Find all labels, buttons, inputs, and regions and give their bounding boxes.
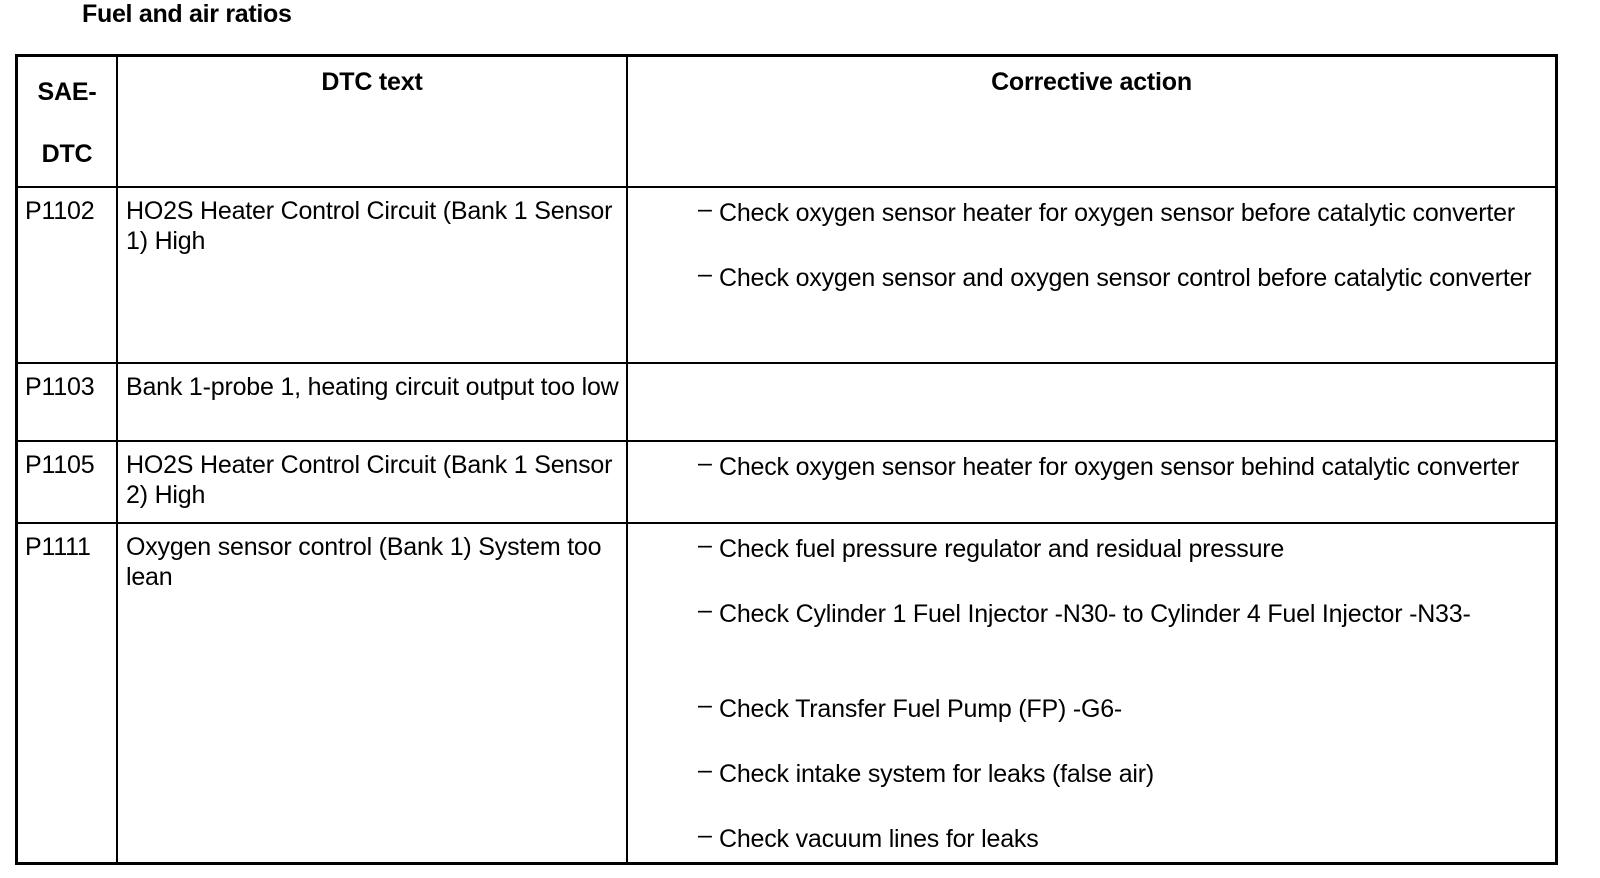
header-dtc-text: DTC text xyxy=(117,56,627,188)
dash-bullet-icon: – xyxy=(698,195,712,223)
action-item xyxy=(698,596,1545,629)
header-corrective-action: Corrective action xyxy=(627,56,1557,188)
action-text: Check intake system for leaks (false air) xyxy=(719,760,1155,788)
table-row xyxy=(17,363,1557,441)
header-sae-line1: SAE- xyxy=(37,78,97,106)
action-list xyxy=(698,531,1545,854)
dash-bullet-icon: – xyxy=(698,691,712,719)
corrective-action-cell xyxy=(627,187,1557,363)
table-row xyxy=(17,523,1557,863)
dtc-table xyxy=(15,54,1558,865)
action-item xyxy=(698,449,1545,482)
action-text: Check oxygen sensor and oxygen sensor control before catalytic converter xyxy=(719,264,1532,292)
action-item xyxy=(698,756,1545,789)
dtc-text: HO2S Heater Control Circuit (Bank 1 Sensor 2) High xyxy=(117,441,627,523)
dtc-text: Oxygen sensor control (Bank 1) System too lean xyxy=(117,523,627,863)
header-sae-dtc xyxy=(17,56,118,188)
action-text: Check vacuum lines for leaks xyxy=(719,825,1039,853)
table-row xyxy=(17,187,1557,363)
action-text: Check fuel pressure regulator and residual pressure xyxy=(719,535,1285,563)
header-sae-line2: DTC xyxy=(41,140,93,168)
dash-bullet-icon: – xyxy=(698,260,712,288)
table-row xyxy=(17,441,1557,523)
corrective-action-cell xyxy=(627,441,1557,523)
dash-bullet-icon: – xyxy=(698,821,712,849)
table-header-row xyxy=(17,56,1557,188)
action-item xyxy=(698,260,1545,293)
action-item xyxy=(698,821,1545,854)
dtc-text: HO2S Heater Control Circuit (Bank 1 Sensor 1) High xyxy=(117,187,627,363)
action-text: Check oxygen sensor heater for oxygen sensor before catalytic converter xyxy=(719,199,1515,227)
action-item xyxy=(698,531,1545,564)
corrective-action-cell xyxy=(627,523,1557,863)
dash-bullet-icon: – xyxy=(698,596,712,624)
action-text: Check Cylinder 1 Fuel Injector -N30- to Cylinder 4 Fuel Injector -N33- xyxy=(719,600,1471,628)
action-list xyxy=(698,449,1545,482)
dtc-code: P1103 xyxy=(17,363,118,441)
action-list xyxy=(698,195,1545,293)
dash-bullet-icon: – xyxy=(698,531,712,559)
dtc-code: P1105 xyxy=(17,441,118,523)
action-text: Check oxygen sensor heater for oxygen sensor behind catalytic converter xyxy=(719,453,1520,481)
page-title: Fuel and air ratios xyxy=(82,0,292,28)
corrective-action-cell xyxy=(627,363,1557,441)
dash-bullet-icon: – xyxy=(698,756,712,784)
action-item xyxy=(698,691,1545,724)
dtc-code: P1102 xyxy=(17,187,118,363)
action-text: Check Transfer Fuel Pump (FP) -G6- xyxy=(719,695,1123,723)
dash-bullet-icon: – xyxy=(698,449,712,477)
dtc-text: Bank 1-probe 1, heating circuit output too low xyxy=(117,363,627,441)
dtc-code: P1111 xyxy=(17,523,118,863)
action-item xyxy=(698,195,1545,228)
